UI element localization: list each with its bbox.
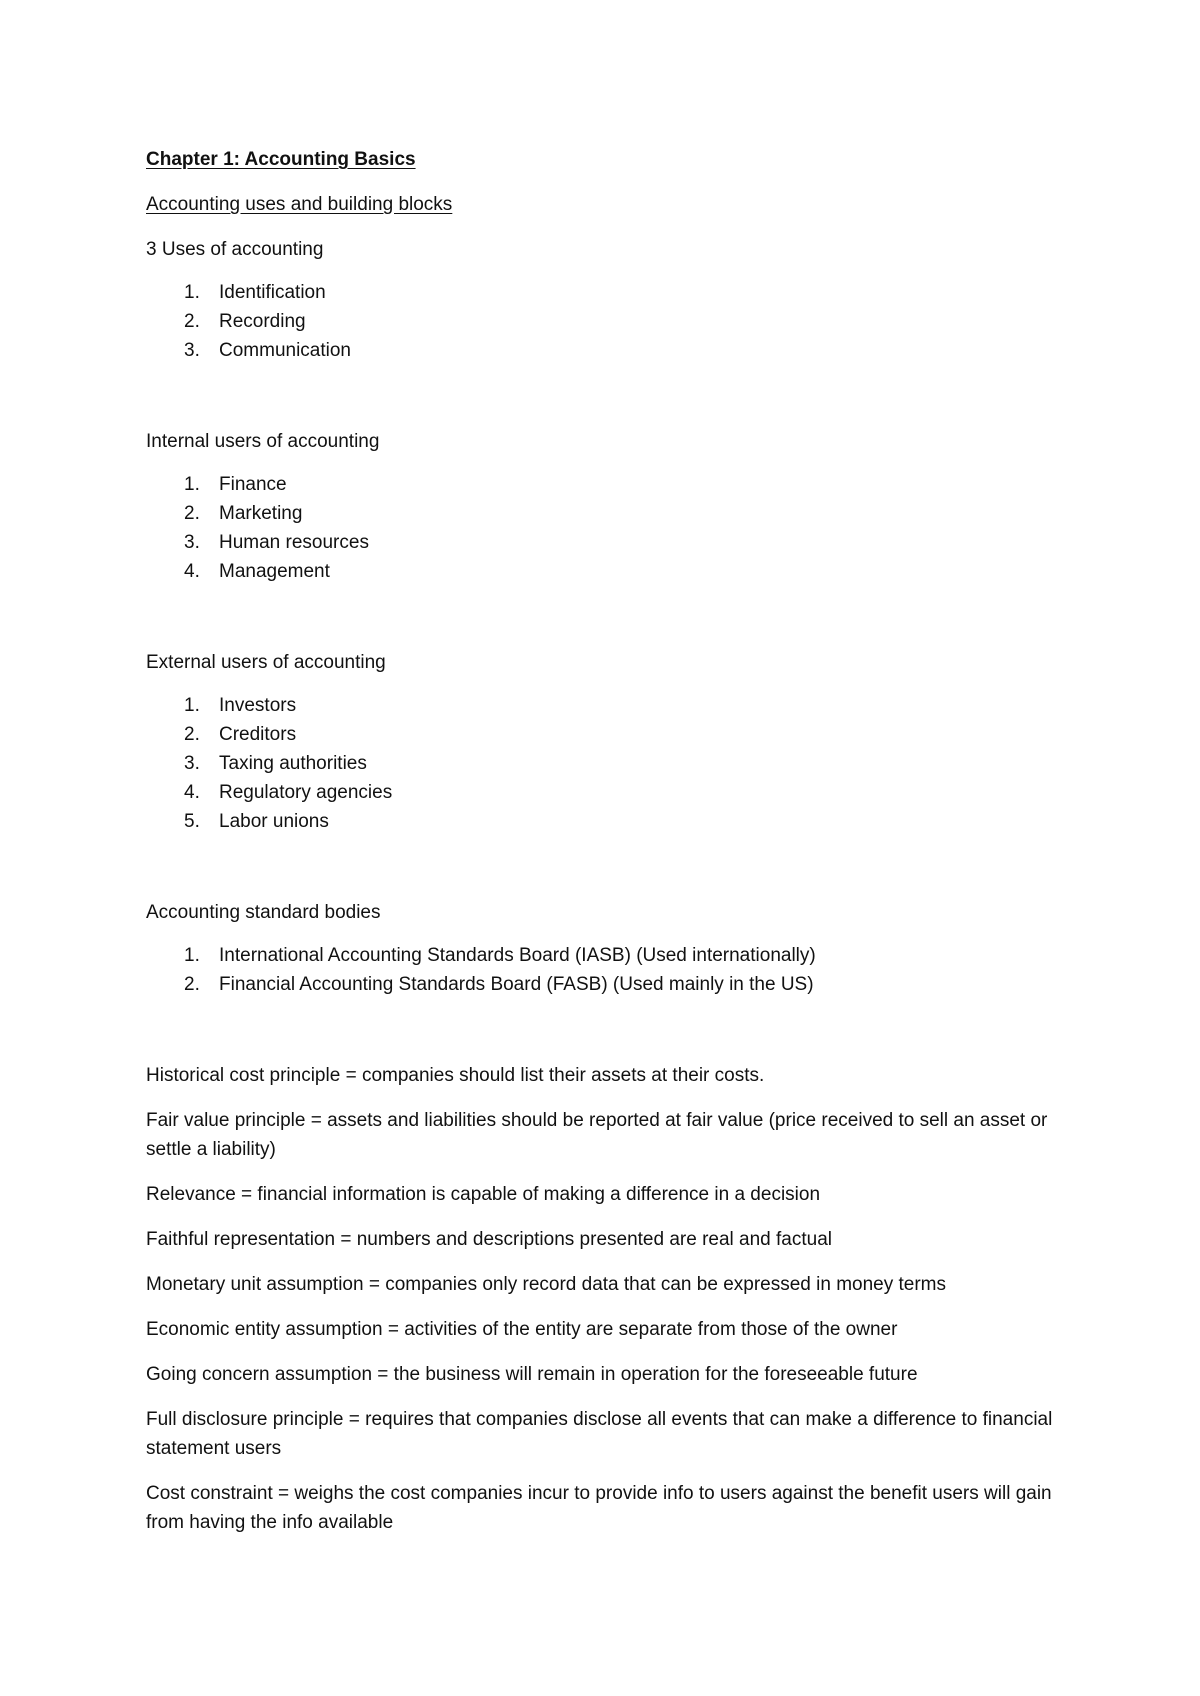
definition-paragraph: Full disclosure principle = requires that companies disclose all events that can make a difference to financial statement users xyxy=(146,1409,1053,1459)
list-text: Creditors xyxy=(219,724,297,745)
section-heading: Internal users of accounting xyxy=(146,431,380,452)
list-text: Human resources xyxy=(219,532,369,553)
list-item xyxy=(146,691,1066,720)
definition-paragraph: Cost constraint = weighs the cost companies incur to provide info to users against the benefit users will gain from having the info available xyxy=(146,1483,1052,1533)
section-heading: Accounting standard bodies xyxy=(146,902,381,923)
list-item xyxy=(146,807,1066,836)
list-text: Communication xyxy=(219,340,351,361)
definition-paragraph: Historical cost principle = companies should list their assets at their costs. xyxy=(146,1065,765,1086)
list-item xyxy=(146,278,1066,307)
list-number: 2. xyxy=(184,311,200,332)
numbered-list xyxy=(146,941,1066,999)
list-number: 1. xyxy=(184,695,200,716)
section-internal-users xyxy=(146,427,1066,586)
list-number: 1. xyxy=(184,474,200,495)
list-item xyxy=(146,970,1066,999)
list-number: 2. xyxy=(184,724,200,745)
section-standard-bodies xyxy=(146,898,1066,999)
list-text: Regulatory agencies xyxy=(219,782,393,803)
list-item xyxy=(146,941,1066,970)
spacer xyxy=(146,836,1066,898)
list-item xyxy=(146,336,1066,365)
numbered-list xyxy=(146,470,1066,586)
list-text: Recording xyxy=(219,311,306,332)
list-text: Financial Accounting Standards Board (FASB) (Used mainly in the US) xyxy=(219,974,814,995)
numbered-list xyxy=(146,278,1066,365)
list-number: 4. xyxy=(184,561,200,582)
list-number: 1. xyxy=(184,945,200,966)
definition-paragraph: Relevance = financial information is capable of making a difference in a decision xyxy=(146,1184,821,1205)
list-text: Finance xyxy=(219,474,287,495)
list-text: Management xyxy=(219,561,330,582)
definition-paragraph: Fair value principle = assets and liabilities should be reported at fair value (price received to sell an asset or settle a liability) xyxy=(146,1110,1048,1160)
list-item xyxy=(146,528,1066,557)
list-item xyxy=(146,557,1066,586)
chapter-title: Chapter 1: Accounting Basics xyxy=(146,149,416,170)
section-heading: 3 Uses of accounting xyxy=(146,239,324,260)
section-uses xyxy=(146,235,1066,365)
list-number: 3. xyxy=(184,340,200,361)
spacer xyxy=(146,365,1066,427)
list-item xyxy=(146,720,1066,749)
spacer xyxy=(146,586,1066,648)
list-item xyxy=(146,778,1066,807)
list-number: 2. xyxy=(184,503,200,524)
section-external-users xyxy=(146,648,1066,836)
definitions xyxy=(146,1061,1066,1537)
definition-paragraph: Economic entity assumption = activities of the entity are separate from those of the owner xyxy=(146,1319,898,1340)
list-item xyxy=(146,499,1066,528)
spacer xyxy=(146,999,1066,1061)
numbered-list xyxy=(146,691,1066,836)
list-number: 3. xyxy=(184,532,200,553)
list-text: International Accounting Standards Board (IASB) (Used internationally) xyxy=(219,945,816,966)
section-heading: External users of accounting xyxy=(146,652,386,673)
list-item xyxy=(146,307,1066,336)
list-text: Taxing authorities xyxy=(219,753,367,774)
list-item xyxy=(146,749,1066,778)
list-text: Identification xyxy=(219,282,326,303)
list-number: 2. xyxy=(184,974,200,995)
list-number: 1. xyxy=(184,282,200,303)
list-number: 3. xyxy=(184,753,200,774)
list-text: Labor unions xyxy=(219,811,329,832)
document-page xyxy=(146,145,1066,1553)
list-number: 4. xyxy=(184,782,200,803)
list-text: Marketing xyxy=(219,503,303,524)
definition-paragraph: Monetary unit assumption = companies only record data that can be expressed in money terms xyxy=(146,1274,947,1295)
definition-paragraph: Faithful representation = numbers and descriptions presented are real and factual xyxy=(146,1229,832,1250)
section-subtitle: Accounting uses and building blocks xyxy=(146,194,453,215)
definition-paragraph: Going concern assumption = the business will remain in operation for the foreseeable future xyxy=(146,1364,918,1385)
list-text: Investors xyxy=(219,695,297,716)
list-item xyxy=(146,470,1066,499)
list-number: 5. xyxy=(184,811,200,832)
